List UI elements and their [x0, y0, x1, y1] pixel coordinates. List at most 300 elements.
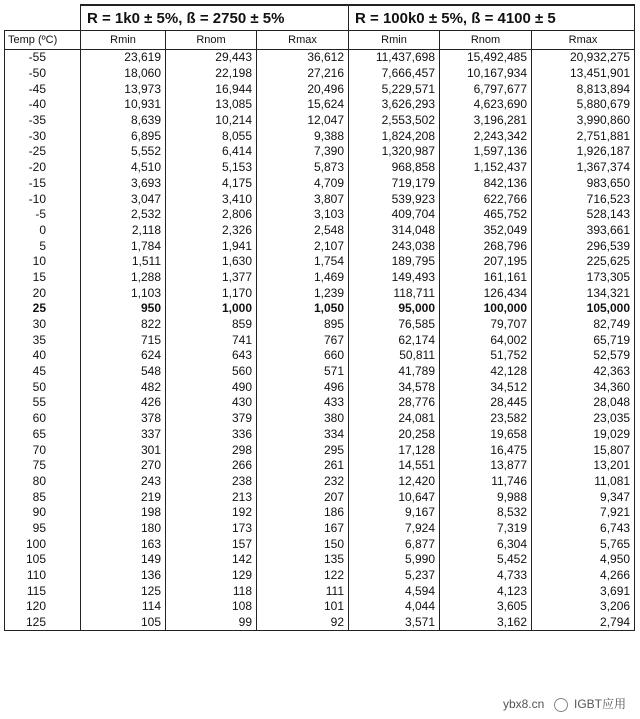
resistance-cell: 2,532	[81, 207, 166, 223]
resistance-cell: 23,035	[532, 411, 635, 427]
resistance-cell: 111	[257, 583, 349, 599]
resistance-cell: 11,437,698	[349, 50, 440, 66]
resistance-cell: 3,410	[166, 191, 257, 207]
resistance-cell: 19,029	[532, 427, 635, 443]
resistance-cell: 20,932,275	[532, 50, 635, 66]
temp-cell: 90	[5, 505, 81, 521]
resistance-cell: 180	[81, 521, 166, 537]
watermark-brand: IGBT应用	[573, 697, 626, 711]
temp-cell: 100	[5, 536, 81, 552]
temp-cell: -10	[5, 191, 81, 207]
resistance-cell: 5,229,571	[349, 81, 440, 97]
table-row	[5, 521, 635, 537]
resistance-cell: 64,002	[440, 332, 532, 348]
resistance-cell: 334	[257, 427, 349, 443]
resistance-cell: 42,363	[532, 364, 635, 380]
table-row	[5, 489, 635, 505]
temp-cell: -55	[5, 50, 81, 66]
resistance-cell: 3,990,860	[532, 113, 635, 129]
resistance-cell: 4,175	[166, 176, 257, 192]
table-row	[5, 411, 635, 427]
resistance-cell: 3,693	[81, 176, 166, 192]
table-row	[5, 81, 635, 97]
table-row	[5, 285, 635, 301]
table-row	[5, 583, 635, 599]
resistance-cell: 380	[257, 411, 349, 427]
resistance-cell: 4,950	[532, 552, 635, 568]
resistance-cell: 842,136	[440, 176, 532, 192]
temp-cell: 105	[5, 552, 81, 568]
resistance-cell: 173	[166, 521, 257, 537]
resistance-cell: 149,493	[349, 270, 440, 286]
resistance-cell: 207	[257, 489, 349, 505]
resistance-cell: 4,623,690	[440, 97, 532, 113]
resistance-cell: 660	[257, 348, 349, 364]
resistance-cell: 7,666,457	[349, 66, 440, 82]
resistance-cell: 20,258	[349, 427, 440, 443]
resistance-cell: 2,243,342	[440, 128, 532, 144]
wechat-icon	[554, 698, 568, 712]
resistance-cell: 2,107	[257, 238, 349, 254]
resistance-cell: 126,434	[440, 285, 532, 301]
resistance-cell: 19,658	[440, 427, 532, 443]
temp-cell: 0	[5, 223, 81, 239]
resistance-cell: 622,766	[440, 191, 532, 207]
temp-cell: 25	[5, 301, 81, 317]
resistance-cell: 715	[81, 332, 166, 348]
resistance-cell: 17,128	[349, 442, 440, 458]
resistance-cell: 1,377	[166, 270, 257, 286]
resistance-cell: 41,789	[349, 364, 440, 380]
resistance-cell: 490	[166, 379, 257, 395]
resistance-cell: 1,754	[257, 254, 349, 270]
resistance-cell: 859	[166, 317, 257, 333]
table-body	[5, 50, 635, 631]
resistance-cell: 13,085	[166, 97, 257, 113]
resistance-cell: 1,239	[257, 285, 349, 301]
table-row	[5, 317, 635, 333]
resistance-cell: 895	[257, 317, 349, 333]
column-header-rmin-1k: Rmin	[81, 31, 166, 50]
resistance-cell: 4,510	[81, 160, 166, 176]
resistance-cell: 9,988	[440, 489, 532, 505]
column-header-rmax-1k: Rmax	[257, 31, 349, 50]
temp-cell: -20	[5, 160, 81, 176]
watermark	[499, 694, 630, 713]
resistance-cell: 5,990	[349, 552, 440, 568]
temp-cell: 55	[5, 395, 81, 411]
column-header-rmin-100k: Rmin	[349, 31, 440, 50]
resistance-cell: 129	[166, 568, 257, 584]
resistance-cell: 298	[166, 442, 257, 458]
resistance-cell: 12,047	[257, 113, 349, 129]
resistance-cell: 1,597,136	[440, 144, 532, 160]
resistance-cell: 173,305	[532, 270, 635, 286]
resistance-cell: 122	[257, 568, 349, 584]
resistance-cell: 6,304	[440, 536, 532, 552]
group-header-row	[5, 5, 635, 31]
resistance-cell: 4,044	[349, 599, 440, 615]
resistance-cell: 643	[166, 348, 257, 364]
table-row	[5, 191, 635, 207]
resistance-cell: 336	[166, 427, 257, 443]
resistance-cell: 6,414	[166, 144, 257, 160]
resistance-cell: 379	[166, 411, 257, 427]
resistance-cell: 268,796	[440, 238, 532, 254]
resistance-cell: 3,103	[257, 207, 349, 223]
resistance-cell: 11,081	[532, 474, 635, 490]
resistance-cell: 11,746	[440, 474, 532, 490]
resistance-cell: 134,321	[532, 285, 635, 301]
resistance-cell: 301	[81, 442, 166, 458]
resistance-cell: 7,390	[257, 144, 349, 160]
resistance-cell: 7,319	[440, 521, 532, 537]
resistance-cell: 118	[166, 583, 257, 599]
temp-cell: 10	[5, 254, 81, 270]
resistance-cell: 125	[81, 583, 166, 599]
resistance-cell: 1,926,187	[532, 144, 635, 160]
resistance-cell: 2,751,881	[532, 128, 635, 144]
table-row	[5, 474, 635, 490]
resistance-cell: 741	[166, 332, 257, 348]
resistance-cell: 465,752	[440, 207, 532, 223]
table-row	[5, 50, 635, 66]
resistance-cell: 15,492,485	[440, 50, 532, 66]
resistance-cell: 2,553,502	[349, 113, 440, 129]
resistance-cell: 105	[81, 615, 166, 631]
resistance-cell: 2,118	[81, 223, 166, 239]
resistance-cell: 108	[166, 599, 257, 615]
resistance-cell: 1,630	[166, 254, 257, 270]
resistance-cell: 1,320,987	[349, 144, 440, 160]
resistance-cell: 6,743	[532, 521, 635, 537]
resistance-cell: 65,719	[532, 332, 635, 348]
watermark-site: ybx8.cn	[502, 697, 545, 711]
resistance-cell: 719,179	[349, 176, 440, 192]
temp-cell: 30	[5, 317, 81, 333]
table-row	[5, 458, 635, 474]
resistance-cell: 5,552	[81, 144, 166, 160]
resistance-cell: 5,765	[532, 536, 635, 552]
resistance-cell: 219	[81, 489, 166, 505]
temp-cell: 115	[5, 583, 81, 599]
resistance-cell: 243	[81, 474, 166, 490]
resistance-cell: 150	[257, 536, 349, 552]
resistance-cell: 42,128	[440, 364, 532, 380]
resistance-cell: 16,944	[166, 81, 257, 97]
temp-cell: 120	[5, 599, 81, 615]
resistance-cell: 983,650	[532, 176, 635, 192]
resistance-cell: 24,081	[349, 411, 440, 427]
resistance-cell: 266	[166, 458, 257, 474]
resistance-cell: 314,048	[349, 223, 440, 239]
resistance-cell: 34,578	[349, 379, 440, 395]
resistance-cell: 16,475	[440, 442, 532, 458]
resistance-cell: 378	[81, 411, 166, 427]
resistance-cell: 157	[166, 536, 257, 552]
resistance-cell: 28,445	[440, 395, 532, 411]
table-row	[5, 223, 635, 239]
resistance-cell: 352,049	[440, 223, 532, 239]
table-row	[5, 270, 635, 286]
resistance-cell: 163	[81, 536, 166, 552]
resistance-cell: 7,924	[349, 521, 440, 537]
table-row	[5, 66, 635, 82]
resistance-cell: 15,807	[532, 442, 635, 458]
resistance-cell: 3,196,281	[440, 113, 532, 129]
table-row	[5, 536, 635, 552]
resistance-cell: 560	[166, 364, 257, 380]
resistance-cell: 13,973	[81, 81, 166, 97]
resistance-cell: 3,691	[532, 583, 635, 599]
resistance-cell: 5,880,679	[532, 97, 635, 113]
resistance-cell: 3,047	[81, 191, 166, 207]
resistance-cell: 1,469	[257, 270, 349, 286]
table-row	[5, 568, 635, 584]
resistance-cell: 20,496	[257, 81, 349, 97]
table-row	[5, 599, 635, 615]
resistance-cell: 3,626,293	[349, 97, 440, 113]
resistance-cell: 225,625	[532, 254, 635, 270]
resistance-cell: 232	[257, 474, 349, 490]
resistance-cell: 13,877	[440, 458, 532, 474]
resistance-cell: 5,452	[440, 552, 532, 568]
resistance-cell: 2,806	[166, 207, 257, 223]
resistance-cell: 496	[257, 379, 349, 395]
resistance-cell: 3,206	[532, 599, 635, 615]
resistance-cell: 430	[166, 395, 257, 411]
resistance-cell: 167	[257, 521, 349, 537]
temp-cell: 110	[5, 568, 81, 584]
group-header-1k0: R = 1k0 ± 5%, ß = 2750 ± 5%	[81, 5, 349, 31]
resistance-cell: 36,612	[257, 50, 349, 66]
resistance-cell: 82,749	[532, 317, 635, 333]
table-row	[5, 238, 635, 254]
resistance-cell: 136	[81, 568, 166, 584]
resistance-cell: 1,050	[257, 301, 349, 317]
thermistor-resistance-table	[4, 4, 635, 631]
column-header-rnom-100k: Rnom	[440, 31, 532, 50]
resistance-cell: 149	[81, 552, 166, 568]
resistance-cell: 295	[257, 442, 349, 458]
resistance-cell: 8,055	[166, 128, 257, 144]
resistance-cell: 189,795	[349, 254, 440, 270]
resistance-cell: 528,143	[532, 207, 635, 223]
temp-cell: -30	[5, 128, 81, 144]
resistance-cell: 207,195	[440, 254, 532, 270]
resistance-cell: 34,512	[440, 379, 532, 395]
resistance-cell: 50,811	[349, 348, 440, 364]
temp-cell: 60	[5, 411, 81, 427]
resistance-cell: 1,511	[81, 254, 166, 270]
table-row	[5, 160, 635, 176]
resistance-cell: 15,624	[257, 97, 349, 113]
resistance-cell: 27,216	[257, 66, 349, 82]
resistance-cell: 337	[81, 427, 166, 443]
resistance-cell: 101	[257, 599, 349, 615]
resistance-cell: 2,548	[257, 223, 349, 239]
temp-cell: 40	[5, 348, 81, 364]
temp-cell: 50	[5, 379, 81, 395]
resistance-cell: 3,807	[257, 191, 349, 207]
corner-blank	[5, 5, 81, 31]
resistance-cell: 13,201	[532, 458, 635, 474]
resistance-cell: 28,048	[532, 395, 635, 411]
table-row	[5, 128, 635, 144]
resistance-cell: 8,639	[81, 113, 166, 129]
resistance-cell: 270	[81, 458, 166, 474]
resistance-cell: 118,711	[349, 285, 440, 301]
resistance-cell: 142	[166, 552, 257, 568]
resistance-cell: 6,797,677	[440, 81, 532, 97]
resistance-cell: 135	[257, 552, 349, 568]
resistance-cell: 10,931	[81, 97, 166, 113]
resistance-cell: 10,167,934	[440, 66, 532, 82]
resistance-cell: 426	[81, 395, 166, 411]
resistance-cell: 624	[81, 348, 166, 364]
resistance-cell: 3,605	[440, 599, 532, 615]
table-row	[5, 207, 635, 223]
resistance-cell: 76,585	[349, 317, 440, 333]
table-row	[5, 97, 635, 113]
resistance-cell: 548	[81, 364, 166, 380]
resistance-cell: 571	[257, 364, 349, 380]
resistance-cell: 92	[257, 615, 349, 631]
resistance-cell: 393,661	[532, 223, 635, 239]
table-row	[5, 301, 635, 317]
resistance-cell: 482	[81, 379, 166, 395]
temp-cell: -15	[5, 176, 81, 192]
resistance-cell: 4,709	[257, 176, 349, 192]
resistance-cell: 1,784	[81, 238, 166, 254]
resistance-cell: 213	[166, 489, 257, 505]
resistance-cell: 539,923	[349, 191, 440, 207]
resistance-cell: 192	[166, 505, 257, 521]
resistance-cell: 4,266	[532, 568, 635, 584]
resistance-cell: 5,153	[166, 160, 257, 176]
resistance-cell: 9,347	[532, 489, 635, 505]
resistance-cell: 968,858	[349, 160, 440, 176]
temp-cell: 85	[5, 489, 81, 505]
resistance-cell: 22,198	[166, 66, 257, 82]
resistance-cell: 10,647	[349, 489, 440, 505]
resistance-cell: 716,523	[532, 191, 635, 207]
resistance-cell: 6,877	[349, 536, 440, 552]
resistance-cell: 198	[81, 505, 166, 521]
table-row	[5, 332, 635, 348]
resistance-cell: 1,103	[81, 285, 166, 301]
temp-cell: 75	[5, 458, 81, 474]
temp-cell: 65	[5, 427, 81, 443]
table-row	[5, 348, 635, 364]
resistance-cell: 5,873	[257, 160, 349, 176]
resistance-cell: 4,594	[349, 583, 440, 599]
resistance-cell: 79,707	[440, 317, 532, 333]
resistance-cell: 1,000	[166, 301, 257, 317]
resistance-cell: 2,794	[532, 615, 635, 631]
resistance-cell: 10,214	[166, 113, 257, 129]
resistance-cell: 18,060	[81, 66, 166, 82]
table-row	[5, 113, 635, 129]
table-row	[5, 176, 635, 192]
resistance-cell: 4,733	[440, 568, 532, 584]
resistance-cell: 14,551	[349, 458, 440, 474]
column-header-row	[5, 31, 635, 50]
table-row	[5, 395, 635, 411]
resistance-cell: 296,539	[532, 238, 635, 254]
resistance-cell: 52,579	[532, 348, 635, 364]
resistance-cell: 29,443	[166, 50, 257, 66]
temp-cell: 20	[5, 285, 81, 301]
resistance-cell: 23,619	[81, 50, 166, 66]
resistance-cell: 238	[166, 474, 257, 490]
resistance-cell: 1,152,437	[440, 160, 532, 176]
resistance-cell: 1,170	[166, 285, 257, 301]
resistance-cell: 243,038	[349, 238, 440, 254]
temp-cell: -35	[5, 113, 81, 129]
resistance-cell: 8,532	[440, 505, 532, 521]
resistance-cell: 9,388	[257, 128, 349, 144]
resistance-cell: 28,776	[349, 395, 440, 411]
resistance-cell: 767	[257, 332, 349, 348]
resistance-cell: 822	[81, 317, 166, 333]
column-header-rmax-100k: Rmax	[532, 31, 635, 50]
temp-cell: -45	[5, 81, 81, 97]
resistance-cell: 1,288	[81, 270, 166, 286]
resistance-cell: 4,123	[440, 583, 532, 599]
column-header-temp: Temp (ºC)	[5, 31, 81, 50]
resistance-cell: 261	[257, 458, 349, 474]
resistance-cell: 433	[257, 395, 349, 411]
table-row	[5, 144, 635, 160]
table-row	[5, 364, 635, 380]
temp-cell: -50	[5, 66, 81, 82]
resistance-cell: 34,360	[532, 379, 635, 395]
resistance-cell: 161,161	[440, 270, 532, 286]
table-row	[5, 505, 635, 521]
resistance-cell: 409,704	[349, 207, 440, 223]
group-header-100k0: R = 100k0 ± 5%, ß = 4100 ± 5	[349, 5, 635, 31]
resistance-cell: 186	[257, 505, 349, 521]
temp-cell: 125	[5, 615, 81, 631]
table-row	[5, 427, 635, 443]
resistance-cell: 2,326	[166, 223, 257, 239]
temp-cell: -25	[5, 144, 81, 160]
resistance-cell: 100,000	[440, 301, 532, 317]
resistance-cell: 3,571	[349, 615, 440, 631]
resistance-cell: 5,237	[349, 568, 440, 584]
resistance-cell: 7,921	[532, 505, 635, 521]
resistance-cell: 12,420	[349, 474, 440, 490]
resistance-cell: 1,367,374	[532, 160, 635, 176]
temp-cell: 5	[5, 238, 81, 254]
resistance-cell: 114	[81, 599, 166, 615]
resistance-cell: 99	[166, 615, 257, 631]
table-row	[5, 379, 635, 395]
resistance-cell: 950	[81, 301, 166, 317]
temp-cell: 35	[5, 332, 81, 348]
resistance-cell: 1,824,208	[349, 128, 440, 144]
resistance-cell: 9,167	[349, 505, 440, 521]
resistance-cell: 105,000	[532, 301, 635, 317]
resistance-cell: 3,162	[440, 615, 532, 631]
temp-cell: 45	[5, 364, 81, 380]
column-header-rnom-1k: Rnom	[166, 31, 257, 50]
temp-cell: 80	[5, 474, 81, 490]
resistance-cell: 1,941	[166, 238, 257, 254]
table-row	[5, 615, 635, 631]
temp-cell: 15	[5, 270, 81, 286]
